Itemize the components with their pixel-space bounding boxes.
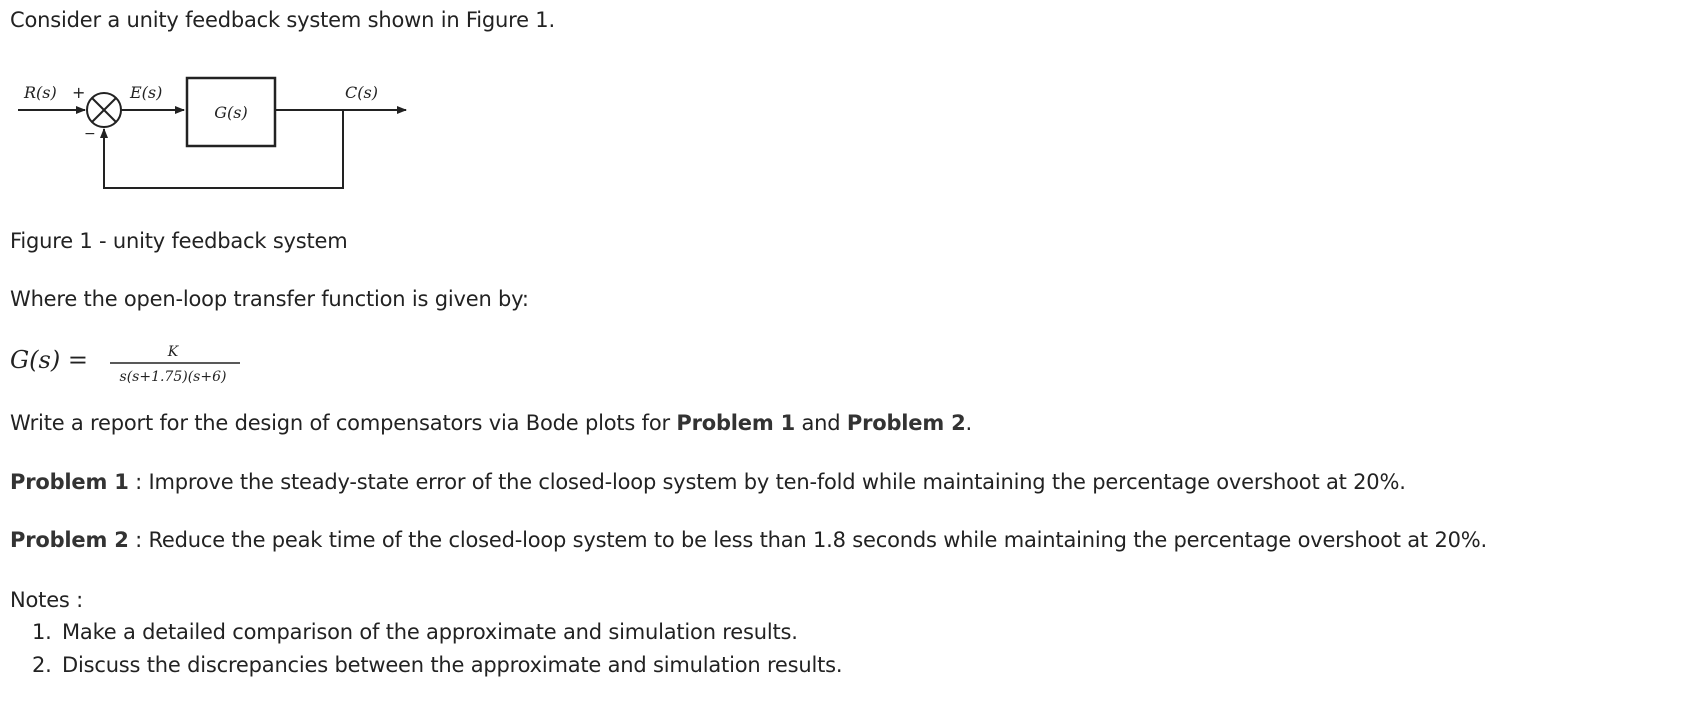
figure-caption: Figure 1 - unity feedback system <box>10 229 348 253</box>
plus-sign: + <box>72 83 86 102</box>
transfer-function-equation <box>10 335 270 395</box>
equation-lhs: G(s) = <box>10 346 88 374</box>
note-item <box>32 653 842 677</box>
summing-junction <box>87 93 121 127</box>
transfer-function-intro: Where the open-loop transfer function is given by: <box>10 287 529 311</box>
problem-1 <box>10 470 1406 494</box>
problem-1-text: : Improve the steady-state error of the closed-loop system by ten-fold while maintaining the percentage overshoot at 20%. <box>128 470 1406 494</box>
note-text: Make a detailed comparison of the approximate and simulation results. <box>62 620 798 644</box>
output-label: C(s) <box>345 83 378 102</box>
block-label: G(s) <box>214 103 248 122</box>
note-item <box>32 620 798 644</box>
problem-1-label: Problem 1 <box>10 470 129 494</box>
report-problem1: Problem 1 <box>676 411 796 435</box>
input-label: R(s) <box>24 83 57 102</box>
block-diagram <box>0 70 440 200</box>
equation-numerator: K <box>167 344 179 360</box>
note-number: 2. <box>32 653 52 677</box>
report-instruction <box>10 411 972 435</box>
report-problem2: Problem 2 <box>846 411 966 435</box>
notes-title: Notes : <box>10 588 84 612</box>
equation-denominator: s(s+1.75)(s+6) <box>119 369 227 385</box>
intro-text: Consider a unity feedback system shown in Figure 1. <box>10 8 555 32</box>
report-prefix: Write a report for the design of compensators via Bode plots for <box>10 411 677 435</box>
error-label: E(s) <box>130 83 163 102</box>
minus-sign: − <box>84 126 96 142</box>
note-text: Discuss the discrepancies between the approximate and simulation results. <box>62 653 843 677</box>
report-and: and <box>795 411 847 435</box>
note-number: 1. <box>32 620 52 644</box>
problem-2 <box>10 528 1487 552</box>
report-suffix: . <box>965 411 973 435</box>
problem-2-label: Problem 2 <box>10 528 129 552</box>
problem-2-text: : Reduce the peak time of the closed-loop system to be less than 1.8 seconds while maintaining the percentage overshoot at 20%. <box>128 528 1487 552</box>
